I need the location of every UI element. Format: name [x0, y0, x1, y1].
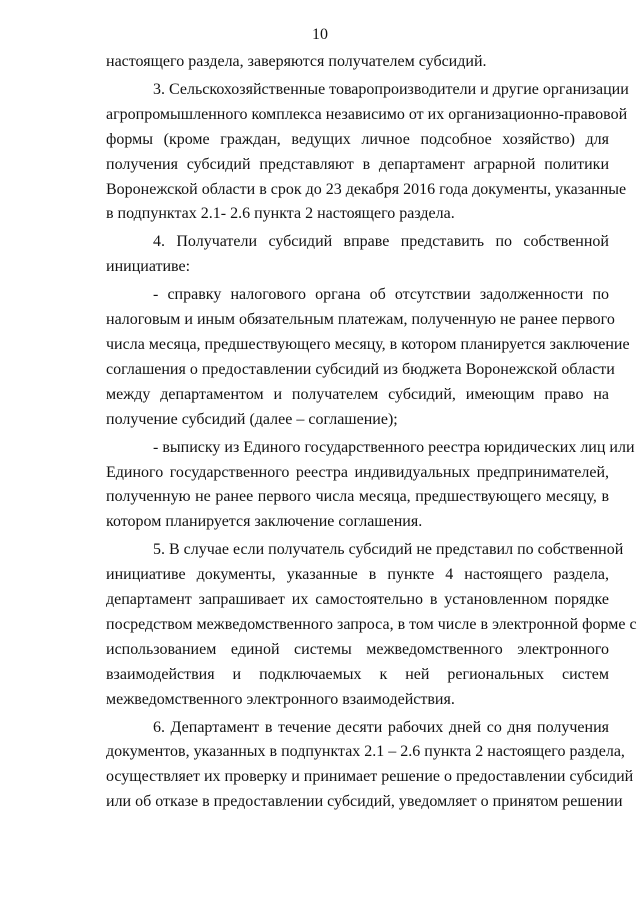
- text-line: между департаментом и получателем субсидий, имеющим право на: [106, 385, 609, 403]
- page-number: 10: [312, 26, 328, 43]
- text-line: 6. Департамент в течение десяти рабочих дней со дня получения: [153, 718, 609, 736]
- text-line: взаимодействия и подключаемых к ней региональных систем: [106, 665, 609, 683]
- text-line: агропромышленного комплекса независимо от их организационно-правовой: [106, 105, 628, 123]
- text-line: числа месяца, предшествующего месяцу, в котором планируется заключение: [106, 335, 630, 353]
- text-line: полученную не ранее первого числа месяца, предшествующего месяцу, в: [106, 488, 609, 506]
- text-line: инициативе:: [106, 258, 191, 276]
- text-line: 3. Сельскохозяйственные товаропроизводители и другие организации: [153, 80, 629, 98]
- document-body: [106, 50, 637, 815]
- text-line: департамент запрашивает их самостоятельно в установленном порядке: [106, 591, 609, 609]
- text-line: осуществляет их проверку и принимает решение о предоставлении субсидий: [106, 768, 634, 786]
- paragraph-continuation: [106, 50, 609, 75]
- text-line: межведомственного электронного взаимодействия.: [106, 690, 455, 708]
- text-line: документов, указанных в подпунктах 2.1 – 2.6 пункта 2 настоящего раздела,: [106, 743, 625, 761]
- paragraph-item-4: [106, 230, 609, 280]
- paragraph-item-4-dash-1: [106, 283, 630, 432]
- text-line: или об отказе в предоставлении субсидий, уведомляет о принятом решении: [106, 793, 623, 811]
- paragraph-item-5: [106, 538, 637, 712]
- text-line: налоговым и иным обязательным платежам, полученную не ранее первого: [106, 311, 615, 329]
- text-line: посредством межведомственного запроса, в том числе в электронной форме с: [106, 615, 637, 633]
- text-line: 4. Получатели субсидий вправе представить по собственной: [153, 233, 609, 251]
- text-line: использованием единой системы межведомственного электронного: [106, 640, 609, 658]
- text-line: - справку налогового органа об отсутствии задолженности по: [153, 286, 609, 304]
- paragraph-item-3: [106, 78, 629, 227]
- text-line: получение субсидий (далее – соглашение);: [106, 410, 398, 428]
- text-line: - выписку из Единого государственного реестра юридических лиц или: [153, 438, 635, 456]
- text-line: Единого государственного реестра индивидуальных предпринимателей,: [106, 463, 609, 481]
- text-line: настоящего раздела, заверяются получателем субсидий.: [106, 53, 487, 70]
- text-line: котором планируется заключение соглашения.: [106, 513, 423, 531]
- text-line: инициативе документы, указанные в пункте 4 настоящего раздела,: [106, 566, 609, 584]
- text-line: 5. В случае если получатель субсидий не представил по собственной: [153, 541, 624, 559]
- text-line: формы (кроме граждан, ведущих личное подсобное хозяйство) для: [106, 130, 609, 148]
- text-line: Воронежской области в срок до 23 декабря 2016 года документы, указанные: [106, 180, 627, 198]
- text-line: соглашения о предоставлении субсидий из бюджета Воронежской области: [106, 360, 615, 378]
- text-line: в подпунктах 2.1- 2.6 пункта 2 настоящего раздела.: [106, 205, 455, 223]
- text-line: получения субсидий представляют в департамент аграрной политики: [106, 155, 609, 173]
- paragraph-item-6: [106, 716, 634, 816]
- paragraph-item-4-dash-2: [106, 436, 635, 536]
